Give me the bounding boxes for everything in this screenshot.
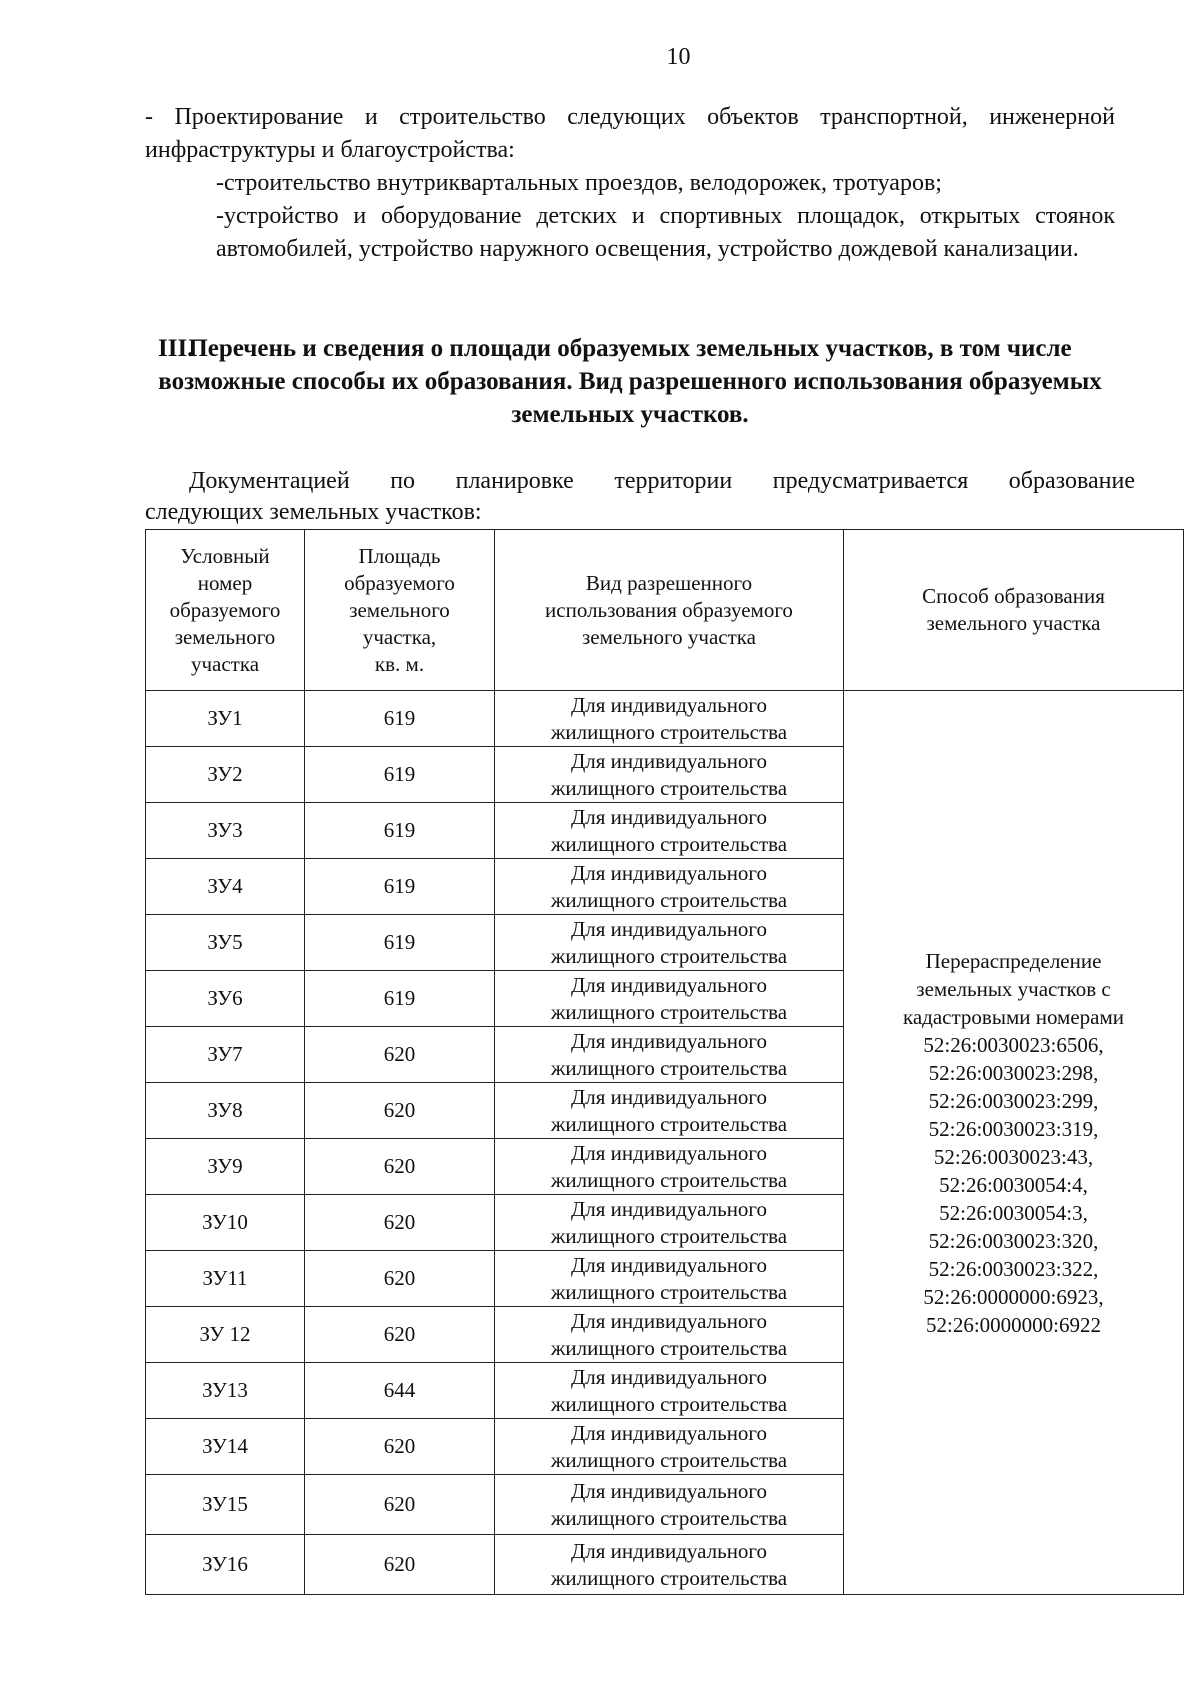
permitted-use-cell-line: Для индивидуального [570,1252,768,1277]
plot-number-cell: ЗУ 12 [146,1307,305,1363]
formation-method-cell-line: 52:26:0030023:320, [928,1228,1099,1253]
section-number: III. [158,335,194,362]
plot-number-cell: ЗУ5 [146,915,305,971]
plot-area-cell: 620 [305,1307,495,1363]
plot-area-cell: 619 [305,859,495,915]
plot-number-cell: ЗУ11 [146,1251,305,1307]
header-plot-number-line: Условный [180,543,270,568]
formation-method-cell [844,691,1184,1595]
plot-area-cell: 620 [305,1139,495,1195]
permitted-use-cell [495,1475,844,1535]
permitted-use-cell [495,971,844,1027]
formation-method-cell-line: 52:26:0030054:4, [939,1172,1088,1197]
formation-method-cell-line: 52:26:0030023:6506, [923,1032,1104,1057]
permitted-use-cell-line: Для индивидуального [570,916,768,941]
permitted-use-cell [495,1139,844,1195]
header-permitted-use-line: Вид разрешенного [585,570,753,595]
header-plot-number-line: участка [190,651,260,676]
permitted-use-cell [495,1027,844,1083]
permitted-use-cell-line: Для индивидуального [570,1028,768,1053]
permitted-use-cell-line: Для индивидуального [570,1084,768,1109]
body-paragraph-line: Документацией по планировке территории предусматривается образование [189,468,1135,494]
permitted-use-cell-line: жилищного строительства [550,1447,788,1472]
permitted-use-cell [495,1363,844,1419]
plot-area-cell: 620 [305,1027,495,1083]
permitted-use-cell-line: жилищного строительства [550,1167,788,1192]
header-plot-area-line: участка, [362,624,437,649]
land-plots-table [145,529,1184,1595]
permitted-use-cell-line: Для индивидуального [570,1420,768,1445]
permitted-use-cell-line: жилищного строительства [550,1505,788,1530]
plot-area-cell: 620 [305,1195,495,1251]
header-plot-area-line: земельного [349,597,450,622]
header-formation-method-line: Способ образования [922,584,1105,608]
plot-number-cell: ЗУ13 [146,1363,305,1419]
formation-method-cell-line: 52:26:0000000:6922 [925,1312,1101,1337]
plot-area-cell: 619 [305,803,495,859]
permitted-use-cell-line: Для индивидуального [570,1538,768,1563]
plot-number-cell: ЗУ16 [146,1535,305,1595]
header-plot-number-line: земельного [174,624,276,649]
bullet-list [216,167,1115,266]
permitted-use-cell-line: жилищного строительства [550,719,788,744]
formation-method-cell-line: 52:26:0030023:322, [928,1256,1099,1281]
permitted-use-cell-line: жилищного строительства [550,831,788,856]
plot-number-cell: ЗУ2 [146,747,305,803]
plot-number-cell: ЗУ3 [146,803,305,859]
header-permitted-use-line: земельного участка [582,624,756,649]
header-plot-number-line: образуемого [169,597,281,622]
bullet-item: -строительство внутриквартальных проездов, велодорожек, тротуаров; [216,170,942,196]
permitted-use-cell-line: жилищного строительства [550,1391,788,1416]
permitted-use-cell-line: Для индивидуального [570,972,768,997]
permitted-use-cell-line: жилищного строительства [550,1223,788,1248]
plot-number-cell: ЗУ9 [146,1139,305,1195]
permitted-use-cell-line: Для индивидуального [570,748,768,773]
section-heading [150,332,1110,431]
plot-area-cell: 620 [305,1419,495,1475]
plot-area-cell: 620 [305,1535,495,1595]
header-plot-number-line: номер [197,570,253,595]
header-permitted-use [495,530,844,691]
body-paragraph [145,466,1135,528]
permitted-use-cell-line: жилищного строительства [550,1055,788,1080]
permitted-use-cell-line: жилищного строительства [550,1111,788,1136]
body-paragraph-line: следующих земельных участков: [145,499,482,525]
permitted-use-cell-line: жилищного строительства [550,887,788,912]
formation-method-cell-line: 52:26:0030023:299, [928,1088,1099,1113]
permitted-use-cell [495,1535,844,1595]
plot-area-cell: 619 [305,971,495,1027]
permitted-use-cell-line: Для индивидуального [570,1478,768,1503]
permitted-use-cell [495,859,844,915]
formation-method-cell-line: Перераспределение [925,948,1102,973]
permitted-use-cell-line: Для индивидуального [570,1196,768,1221]
plot-number-cell: ЗУ8 [146,1083,305,1139]
plot-area-cell: 644 [305,1363,495,1419]
header-formation-method [844,530,1184,691]
header-plot-number [146,530,305,691]
formation-method-cell-line: кадастровыми номерами [902,1004,1125,1029]
page-number: 10 [666,44,691,70]
permitted-use-cell [495,803,844,859]
permitted-use-cell-line: жилищного строительства [550,1565,788,1590]
permitted-use-cell-line: жилищного строительства [550,775,788,800]
header-plot-area [305,530,495,691]
permitted-use-cell-line: Для индивидуального [570,804,768,829]
plot-area-cell: 620 [305,1251,495,1307]
header-plot-area-line: кв. м. [374,651,425,676]
header-permitted-use-line: использования образуемого [545,597,793,622]
plot-number-cell: ЗУ7 [146,1027,305,1083]
plot-number-cell: ЗУ4 [146,859,305,915]
formation-method-cell-line: земельных участков с [916,976,1111,1001]
plot-number-cell: ЗУ6 [146,971,305,1027]
bullet-item: -устройство и оборудование детских и спортивных площадок, открытых стоянок автомобилей, устройство наружного освещения, устройство дождевой канализации. [216,203,1115,262]
plot-number-cell: ЗУ15 [146,1475,305,1535]
permitted-use-cell [495,1307,844,1363]
formation-method-cell-line: 52:26:0000000:6923, [923,1284,1104,1309]
permitted-use-cell-line: жилищного строительства [550,999,788,1024]
plot-area-cell: 620 [305,1083,495,1139]
plot-area-cell: 619 [305,747,495,803]
header-plot-area-line: Площадь [358,543,441,568]
permitted-use-cell-line: Для индивидуального [570,1308,768,1333]
table-header-row [146,530,1184,691]
permitted-use-cell-line: жилищного строительства [550,943,788,968]
plot-area-cell: 620 [305,1475,495,1535]
permitted-use-cell [495,915,844,971]
permitted-use-cell-line: жилищного строительства [550,1279,788,1304]
plot-area-cell: 619 [305,691,495,747]
permitted-use-cell [495,1083,844,1139]
permitted-use-cell-line: жилищного строительства [550,1335,788,1360]
formation-method-cell-line: 52:26:0030023:319, [928,1116,1099,1141]
permitted-use-cell-line: Для индивидуального [570,1140,768,1165]
table-row [146,691,1184,747]
plot-area-cell: 619 [305,915,495,971]
permitted-use-cell [495,747,844,803]
header-plot-area-line: образуемого [344,570,455,595]
plot-number-cell: ЗУ14 [146,1419,305,1475]
formation-method-cell-line: 52:26:0030023:43, [933,1144,1094,1169]
permitted-use-cell-line: Для индивидуального [570,860,768,885]
plot-number-cell: ЗУ10 [146,1195,305,1251]
plot-number-cell: ЗУ1 [146,691,305,747]
permitted-use-cell [495,691,844,747]
formation-method-cell-line: 52:26:0030023:298, [928,1060,1099,1085]
section-title: Перечень и сведения о площади образуемых земельных участков, в том числе возможные способы их образования. Вид разрешенного использования образуемых земельных участков. [158,335,1102,428]
permitted-use-cell [495,1419,844,1475]
intro-paragraph: - Проектирование и строительство следующих объектов транспортной, инженерной инфраструктуры и благоустройства: [145,104,1115,163]
permitted-use-cell-line: Для индивидуального [570,1364,768,1389]
permitted-use-cell [495,1251,844,1307]
permitted-use-cell-line: Для индивидуального [570,692,768,717]
formation-method-cell-line: 52:26:0030054:3, [939,1200,1088,1225]
header-formation-method-line: земельного участка [926,611,1101,635]
permitted-use-cell [495,1195,844,1251]
